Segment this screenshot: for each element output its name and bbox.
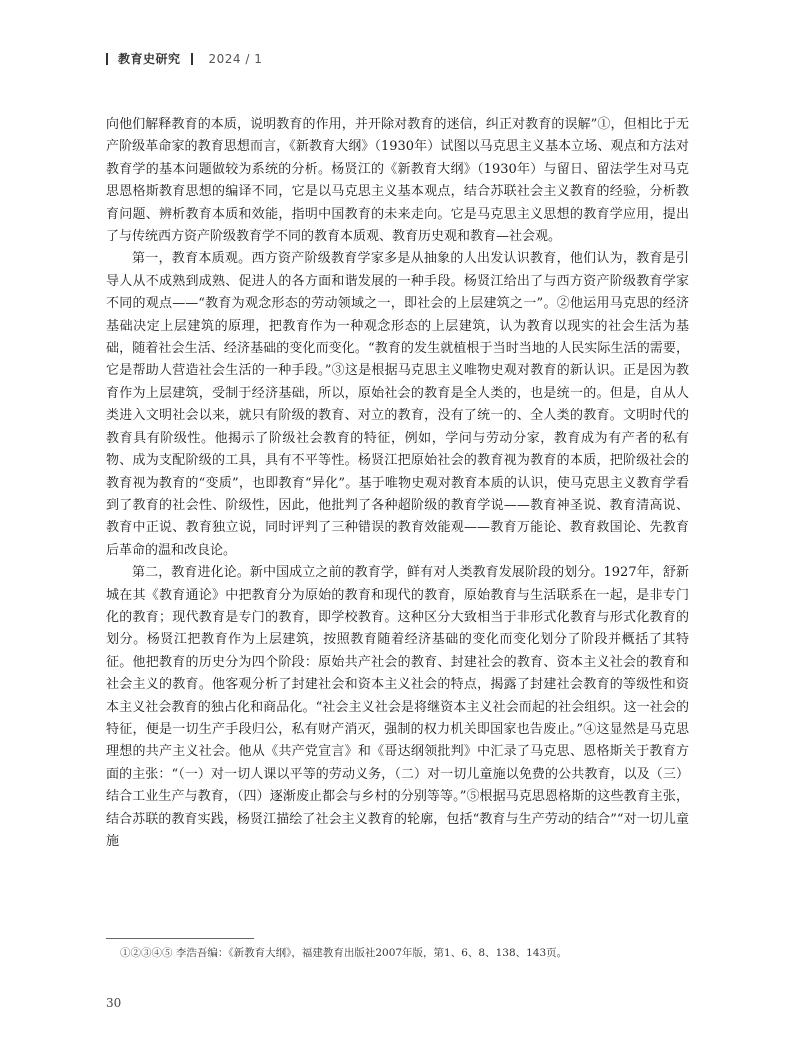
paragraph-essence-view: 第一，教育本质观。西方资产阶级教育学家多是从抽象的人出发认识教育，他们认为，教育是引导人从不成熟到成熟、促进人的各方面和谐发展的一种手段。杨贤江给出了与西方资产阶级教育学家不同的观点——“教育为观念形态的劳动领域之一，即社会的上层建筑之一”。②他运用马克思的经济基础决定上层建筑的原理，把教育作为一种观念形态的上层建筑，认为教育以现实的社会生活为基础，随着社会生活、经济基础的变化而变化。“教育的发生就植根于当时当地的人民实际生活的需要，它是帮助人营造社会生活的一种手段。”③这是根据马克思主义唯物史观对教育的新认识。正是因为教育作为上层建筑，受制于经济基础，所以，原始社会的教育是全人类的，也是统一的。但是，自从人类进入文明社会以来，就只有阶级的教育、对立的教育，没有了统一的、全人类的教育。文明时代的教育具有阶级性。他揭示了阶级社会教育的特征，例如，学问与劳动分家，教育成为有产者的私有物、成为支配阶级的工具，具有不平等性。杨贤江把原始社会的教育视为教育的本质，把阶级社会的教育视为教育的“变质”，也即教育“异化”。基于唯物史观对教育本质的认识，使马克思主义教育学看到了教育的社会性、阶级性，因此，他批判了各种超阶级的教育学说——教育神圣说、教育清高说、教育中正说、教育独立说，同时评判了三种错误的教育效能观——教育万能论、教育救国论、先教育后革命的温和改良论。 <box>106 251 689 558</box>
header-divider-right <box>191 53 193 65</box>
footnote-divider <box>106 938 254 939</box>
paragraph-evolution-theory: 第二，教育进化论。新中国成立之前的教育学，鲜有对人类教育发展阶段的划分。1927年，舒新城在其《教育通论》中把教育分为原始的教育和现代的教育，原始教育与生活联系在一起，是非专门化的教育；现代教育是专门的教育，即学校教育。这种区分大致相当于非形式化教育与形式化教育的划分。杨贤江把教育作为上层建筑，按照教育随着经济基础的变化而变化划分了阶段并概括了其特征。他把教育的历史分为四个阶段：原始共产社会的教育、封建社会的教育、资本主义社会的教育和社会主义的教育。他客观分析了封建社会和资本主义社会的特点，揭露了封建社会教育的等级性和资本主义社会教育的独占化和商品化。“社会主义社会是将继资本主义社会而起的社会组织。这一社会的特征，便是一切生产手段归公，私有财产消灭，强制的权力机关即国家也告废止。”④这显然是马克思理想的共产主义社会。他从《共产党宣言》和《哥达纲领批判》中汇录了马克思、恩格斯关于教育方面的主张：“（一）对一切人课以平等的劳动义务，（二）对一切儿童施以免费的公共教育，以及（三）结合工业生产与教育，（四）逐渐废止都会与乡村的分别等等。”⑤根据马克思恩格斯的这些教育主张，结合苏联的教育实践，杨贤江描绘了社会主义教育的轮廓，包括“教育与生产劳动的结合”“对一切儿童施 <box>106 565 689 849</box>
journal-title: 教育史研究 <box>118 52 181 66</box>
header-divider-left <box>106 53 108 65</box>
footnote: ①②③④⑤ 李浩吾编：《新教育大纲》，福建教育出版社2007年版，第1、6、8、138、143页。 <box>120 947 568 959</box>
article-body <box>106 114 689 853</box>
page-number: 30 <box>106 996 122 1010</box>
issue-number: 2024 / 1 <box>208 51 263 66</box>
running-header <box>106 50 262 67</box>
paragraph-continuation: 向他们解释教育的本质，说明教育的作用，并开除对教育的迷信，纠正对教育的误解”①，但相比于无产阶级革命家的教育思想而言，《新教育大纲》（1930年）试图以马克思主义基本立场、观点和方法对教育学的基本问题做较为系统的分析。杨贤江的《新教育大纲》（1930年）与留日、留法学生对马克思恩格斯教育思想的编译不同，它是以马克思主义基本观点，结合苏联社会主义教育的经验，分析教育问题、辨析教育本质和效能，指明中国教育的未来走向。它是马克思主义思想的教育学应用，提出了与传统西方资产阶级教育学不同的教育本质观、教育历史观和教育—社会观。 <box>106 117 689 245</box>
